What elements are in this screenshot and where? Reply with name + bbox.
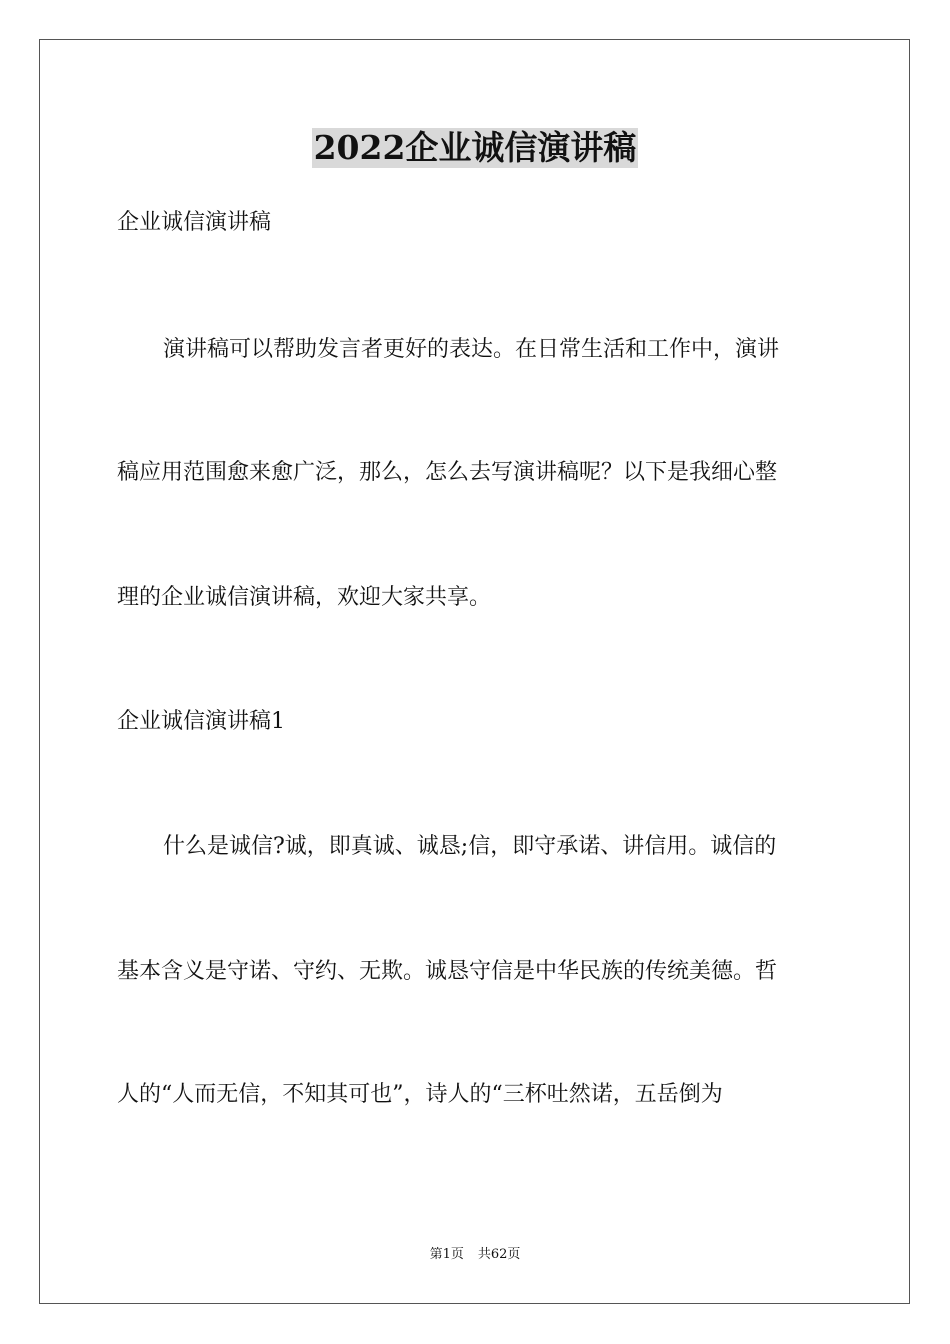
- document-title-wrap: [0, 128, 950, 168]
- section-line-1: 什么是诚信?诚，即真诚、诚恳;信，即守承诺、讲信用。诚信的: [163, 834, 777, 859]
- page-number: 第1页: [429, 1247, 464, 1262]
- subtitle: 企业诚信演讲稿: [117, 210, 272, 235]
- page-footer: [0, 1246, 950, 1264]
- intro-line-3: 理的企业诚信演讲稿，欢迎大家共享。: [117, 585, 492, 610]
- page-total: 共62页: [477, 1247, 521, 1262]
- intro-line-2: 稿应用范围愈来愈广泛，那么，怎么去写演讲稿呢？以下是我细心整: [117, 460, 778, 485]
- section-line-2: 基本含义是守诺、守约、无欺。诚恳守信是中华民族的传统美德。哲: [117, 959, 778, 984]
- section-heading: 企业诚信演讲稿1: [117, 709, 285, 734]
- section-line-3: 人的“人而无信，不知其可也”，诗人的“三杯吐然诺，五岳倒为: [117, 1082, 723, 1107]
- document-title: 2022企业诚信演讲稿: [313, 128, 637, 167]
- intro-line-1: 演讲稿可以帮助发言者更好的表达。在日常生活和工作中，演讲: [163, 337, 780, 362]
